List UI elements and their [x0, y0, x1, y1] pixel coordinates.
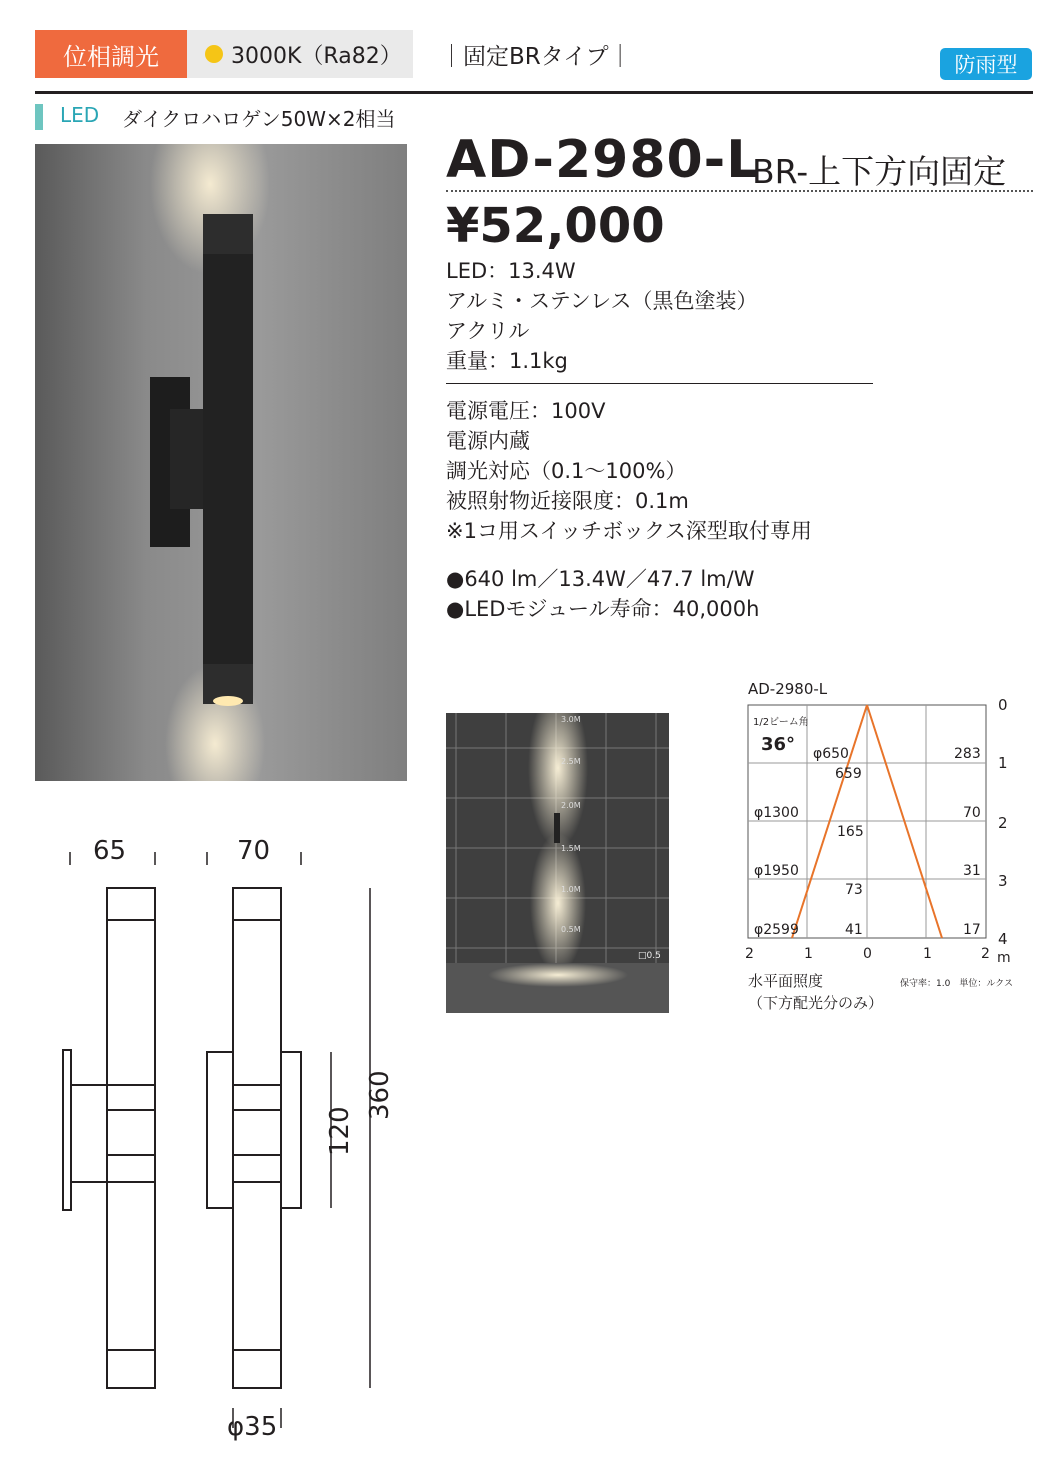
caption-downlight: （下方配光分のみ） — [748, 994, 884, 1012]
diagram-title: AD-2980-L — [748, 680, 828, 698]
scale-3m: 3.0M — [561, 715, 581, 724]
scale-0-5m: 0.5M — [561, 925, 581, 934]
type-label: ｜固定BRタイプ｜ — [440, 44, 632, 70]
led-equivalent: ダイクロハロゲン50W×2相当 — [122, 107, 396, 131]
product-photo — [35, 144, 407, 781]
beam-angle-value: 36° — [761, 734, 796, 755]
rainproof-badge — [940, 48, 1032, 80]
center-lux-3m: 73 — [845, 882, 863, 898]
diagram-note: 保守率：1.0 単位：ルクス — [900, 979, 1014, 989]
x-tick-2-left: 2 — [745, 946, 754, 962]
color-temp-badge — [187, 30, 413, 78]
perf-lifetime: ●LEDモジュール寿命：40,000h — [446, 597, 760, 621]
spec-divider — [446, 383, 873, 384]
header-rule — [35, 91, 1033, 94]
distance-2: 2 — [998, 814, 1008, 832]
diameter-4m: φ2599 — [754, 922, 799, 938]
diameter-3m: φ1950 — [754, 863, 799, 879]
edge-lux-4m: 17 — [963, 922, 981, 938]
scale-2m: 2.0M — [561, 801, 581, 810]
distance-0: 0 — [998, 696, 1008, 714]
dim-width-side: 70 — [237, 836, 271, 866]
dim-diameter: φ35 — [227, 1412, 278, 1442]
beam-photo — [446, 713, 669, 1013]
diameter-1m: φ650 — [813, 746, 849, 762]
dimension-drawing — [35, 830, 435, 1460]
x-tick-1-left: 1 — [804, 946, 813, 962]
model-subtitle: BR-上下方向固定 — [752, 152, 1007, 191]
price: ¥52,000 — [446, 198, 665, 254]
edge-lux-3m: 31 — [963, 863, 981, 879]
color-temp-label: 3000K（Ra82） — [231, 43, 402, 69]
led-label: LED — [60, 103, 100, 127]
spec-install-note: ※1コ用スイッチボックス深型取付専用 — [446, 519, 812, 543]
rainproof-label: 防雨型 — [954, 53, 1018, 77]
spec-power: LED：13.4W — [446, 259, 576, 283]
distance-1: 1 — [998, 754, 1008, 772]
distance-3: 3 — [998, 872, 1008, 890]
dotted-divider — [446, 190, 1033, 192]
electrical-spec-list — [446, 396, 812, 546]
diameter-2m: φ1300 — [754, 805, 799, 821]
x-unit: m — [997, 950, 1011, 966]
spec-voltage: 電源電圧：100V — [446, 399, 606, 423]
center-lux-2m: 165 — [837, 824, 864, 840]
edge-lux-1m: 283 — [954, 746, 981, 762]
spec-power-supply: 電源内蔵 — [446, 429, 530, 453]
light-color-icon — [205, 45, 223, 63]
grid-note: □0.5 — [638, 951, 661, 961]
x-tick-0: 0 — [863, 946, 872, 962]
dim-height-total: 360 — [365, 1070, 395, 1120]
spec-list — [446, 256, 758, 376]
led-marker — [35, 104, 43, 130]
performance-list — [446, 564, 759, 624]
perf-efficacy: ●640 lm／13.4W／47.7 lm/W — [446, 567, 755, 591]
spec-cover: アクリル — [446, 319, 530, 343]
center-lux-4m: 41 — [845, 922, 863, 938]
spec-weight: 重量：1.1kg — [446, 349, 568, 373]
edge-lux-2m: 70 — [963, 805, 981, 821]
spec-proximity: 被照射物近接限度：0.1m — [446, 489, 689, 513]
distance-4: 4 — [998, 930, 1008, 948]
spec-material: アルミ・ステンレス（黒色塗装） — [446, 289, 758, 313]
dim-width-front: 65 — [93, 836, 127, 866]
scale-1-5m: 1.5M — [561, 844, 581, 853]
model-number: AD-2980-L — [446, 130, 761, 190]
dimming-label: 位相調光 — [63, 42, 159, 71]
scale-1m: 1.0M — [561, 885, 581, 894]
center-lux-1m: 659 — [835, 766, 862, 782]
light-distribution-diagram — [745, 680, 1045, 1020]
x-tick-1-right: 1 — [923, 946, 932, 962]
caption-illuminance: 水平面照度 — [748, 972, 824, 990]
x-tick-2-right: 2 — [981, 946, 990, 962]
scale-2-5m: 2.5M — [561, 757, 581, 766]
beam-angle-label: 1/2ビーム角 — [753, 717, 809, 728]
dim-height-mount: 120 — [325, 1106, 355, 1156]
dimming-badge — [35, 30, 187, 78]
spec-dimming: 調光対応（0.1〜100%） — [446, 459, 687, 483]
